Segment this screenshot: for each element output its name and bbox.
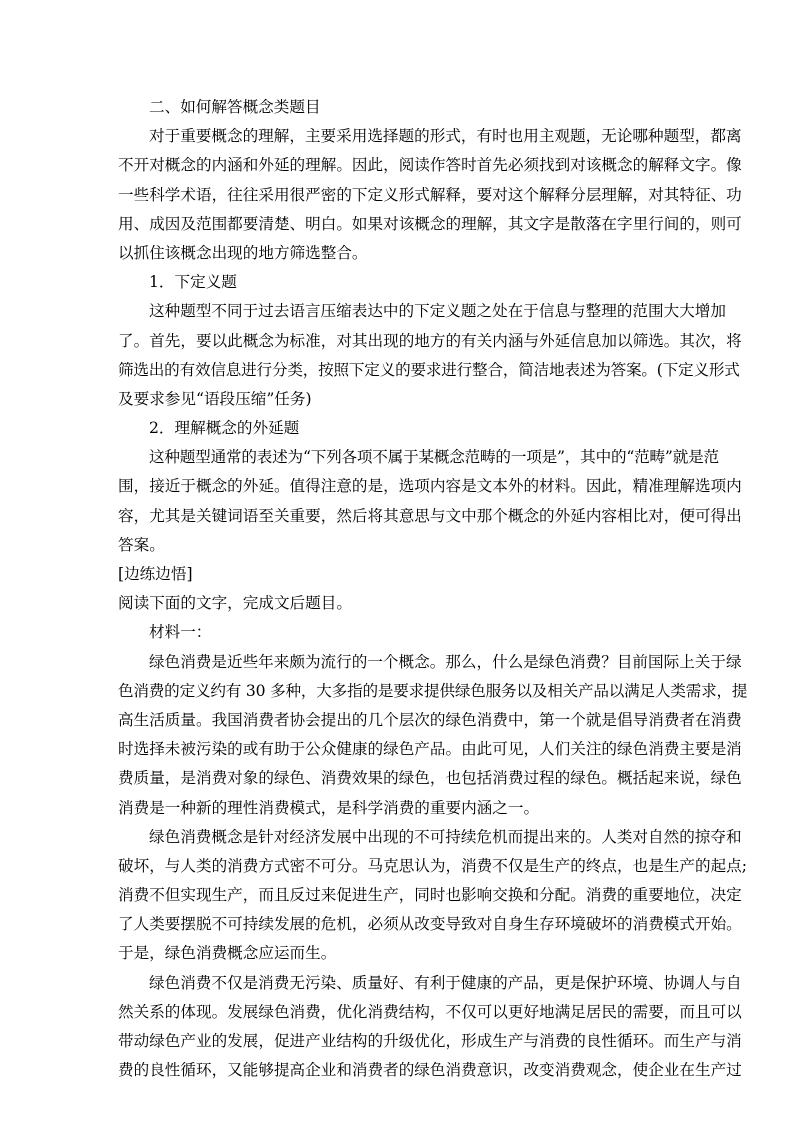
text-line: 然关系的体现。发展绿色消费，优化消费结构，不仅可以更好地满足居民的需要，而且可以: [118, 1002, 742, 1021]
text-line: 不开对概念的内涵和外延的理解。因此，阅读作答时首先必须找到对该概念的解释文字。像: [118, 156, 742, 175]
text-line: 用、成因及范围都要清楚、明白。如果对该概念的理解，其文字是散落在字里行间的，则可: [118, 214, 742, 233]
text-line: 消费是一种新的理性消费模式，是科学消费的重要内涵之一。: [118, 798, 540, 817]
practice-instruction: 阅读下面的文字，完成文后题目。: [118, 594, 352, 613]
text-line: 一些科学术语，往往采用很严密的下定义形式解释，要对这个解释分层理解，对其特征、功: [118, 185, 742, 204]
material-paragraph-3: [118, 969, 742, 1086]
text-line: 及要求参见“语段压缩”任务): [118, 389, 312, 408]
material-label: 材料一：: [149, 623, 212, 642]
text-line: 带动绿色产业的发展，促进产业结构的升级优化，形成生产与消费的良性循环。而生产与消: [118, 1032, 742, 1050]
material-paragraph-1: [118, 648, 748, 823]
text-line: 破坏，与人类的消费方式密不可分。马克思认为，消费不仅是生产的终点，也是生产的起点;: [118, 856, 748, 875]
text-line: 色消费的定义约有 30 多种，大多指的是要求提供绿色服务以及相关产品以满足人类需求，提: [118, 681, 748, 700]
text-line: 绿色消费是近些年来颇为流行的一个概念。那么，什么是绿色消费？目前国际上关于绿: [149, 652, 742, 671]
text-line: 对于重要概念的理解，主要采用选择题的形式，有时也用主观题，无论哪种题型，都离: [149, 127, 742, 146]
text-line: 这种题型不同于过去语言压缩表达中的下定义题之处在于信息与整理的范围大大增加: [149, 302, 726, 321]
subsection-title: 1．下定义题: [149, 273, 237, 292]
text-line: 了。首先，要以此概念为标准，对其出现的地方的有关内涵与外延信息加以筛选。其次，将: [118, 331, 742, 350]
text-line: 筛选出的有效信息进行分类，按照下定义的要求进行整合，简洁地表述为答案。(下定义形式: [118, 360, 740, 379]
section-heading: 二、如何解答概念类题目: [149, 98, 321, 116]
text-line: 绿色消费概念是针对经济发展中出现的不可持续危机而提出来的。人类对自然的掠夺和: [149, 827, 742, 846]
subsection-title: 2．理解概念的外延题: [149, 419, 300, 438]
text-line: 以抓住该概念出现的地方筛选整合。: [118, 243, 368, 262]
extension-paragraph: [118, 443, 742, 560]
text-line: 容，尤其是关键词语至关重要，然后将其意思与文中那个概念的外延内容相比对，便可得出: [118, 506, 742, 525]
text-line: 这种题型通常的表述为“下列各项不属于某概念范畴的一项是”，其中的“范畴”就是范: [149, 448, 719, 467]
text-line: 时选择未被污染的或有助于公众健康的绿色产品。由此可见，人们关注的绿色消费主要是消: [118, 740, 742, 759]
text-line: 绿色消费不仅是消费无污染、质量好、有利于健康的产品，更是保护环境、协调人与自: [149, 973, 742, 992]
text-line: 答案。: [118, 535, 165, 554]
intro-paragraph: [118, 122, 742, 268]
document-page: [118, 93, 748, 1085]
text-line: 费的良性循环，又能够提高企业和消费者的绿色消费意识，改变消费观念，使企业在生产过: [118, 1061, 742, 1080]
text-line: 消费不但实现生产，而且反过来促进生产，同时也影响交换和分配。消费的重要地位，决定: [118, 886, 742, 905]
text-line: 于是，绿色消费概念应运而生。: [118, 944, 337, 963]
text-line: 费质量，是消费对象的绿色、消费效果的绿色，也包括消费过程的绿色。概括起来说，绿色: [118, 769, 742, 788]
material-paragraph-2: [118, 823, 748, 969]
practice-tag: [边练边悟]: [118, 565, 193, 583]
text-line: 高生活质量。我国消费者协会提出的几个层次的绿色消费中，第一个就是倡导消费者在消费: [118, 710, 742, 729]
definition-paragraph: [118, 297, 742, 414]
text-line: 围，接近于概念的外延。值得注意的是，选项内容是文本外的材料。因此，精准理解选项内: [118, 477, 742, 496]
text-line: 了人类要摆脱不可持续发展的危机，必须从改变导致对自身生存环境破坏的消费模式开始。: [118, 915, 742, 934]
